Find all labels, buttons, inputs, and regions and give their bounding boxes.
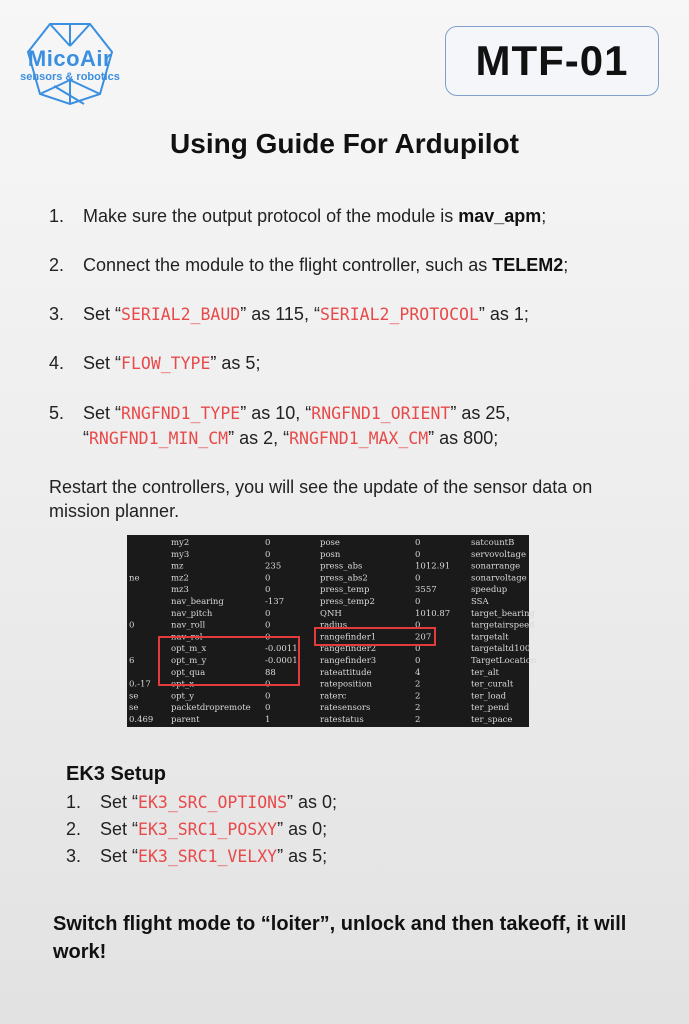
- table-cell: nav_roll: [171, 620, 206, 631]
- step-text: ” as 1;: [478, 304, 529, 324]
- table-cell: targetairspeed: [471, 620, 535, 631]
- step-text: Set “: [83, 353, 122, 373]
- ek3-number: 3.: [66, 846, 82, 866]
- table-cell: sonarvoltage: [471, 573, 527, 584]
- brand-logo: [14, 22, 126, 106]
- table-cell: mz3: [171, 585, 189, 596]
- table-cell: 0: [265, 703, 271, 714]
- table-cell: nav_bearing: [171, 597, 224, 607]
- ek3-item: [66, 789, 337, 816]
- table-cell: packetdropremote: [171, 703, 251, 714]
- param-name: EK3_SRC1_VELXY: [138, 847, 278, 866]
- step-item: [49, 203, 546, 230]
- param-name: RNGFND1_TYPE: [121, 404, 241, 423]
- step-text: ” as 10, “: [240, 403, 312, 423]
- table-cell: 235: [265, 561, 282, 572]
- step-text: Set “: [83, 403, 122, 423]
- table-cell: rangefinder2: [320, 644, 377, 655]
- table-cell: ratesensors: [320, 703, 371, 714]
- step-text: Make sure the output protocol of the module is: [83, 206, 459, 226]
- table-cell: speedup: [471, 585, 508, 596]
- ek3-number: 1.: [66, 792, 82, 812]
- table-cell: 0: [265, 679, 271, 690]
- table-cell: 0.-17: [129, 679, 151, 690]
- table-cell: opt_qua: [171, 667, 206, 678]
- step-text: ” as 5;: [210, 353, 261, 373]
- table-cell: 4: [415, 667, 421, 678]
- table-cell: opt_x: [171, 679, 195, 690]
- table-cell: 0: [129, 620, 135, 631]
- model-badge: MTF-01: [445, 26, 659, 96]
- ek3-text: Set “: [100, 819, 139, 839]
- table-cell: press_temp2: [320, 597, 375, 607]
- table-cell: ratestatus: [320, 715, 364, 725]
- table-cell: 0: [265, 632, 271, 643]
- table-cell: opt_y: [171, 691, 195, 702]
- step-item: [49, 252, 568, 279]
- table-cell: -0.0001: [265, 656, 298, 666]
- step-item: [49, 350, 260, 377]
- table-cell: target_bearing: [471, 608, 535, 619]
- step-text: ” as 800;: [428, 428, 499, 448]
- step-text: ” as 2, “: [228, 428, 290, 448]
- table-cell: parent: [171, 715, 200, 725]
- table-cell: TargetLocation: [471, 656, 537, 666]
- step-number: 4.: [49, 353, 65, 373]
- ek3-number: 2.: [66, 819, 82, 839]
- param-name: RNGFND1_ORIENT: [311, 404, 451, 423]
- table-cell: sonarrange: [471, 561, 521, 572]
- page-title: Using Guide For Ardupilot: [170, 128, 519, 159]
- mission-planner-screenshot: [127, 535, 537, 727]
- table-cell: nav_pitch: [171, 608, 213, 619]
- table-cell: 1: [265, 715, 271, 725]
- table-cell: 0: [265, 585, 271, 596]
- table-cell: 2: [415, 679, 421, 690]
- brand-name: MicoAir: [27, 46, 113, 71]
- ek3-item: [66, 843, 327, 870]
- table-cell: 88: [265, 667, 276, 678]
- table-cell: posn: [320, 549, 341, 560]
- table-cell: 0: [415, 573, 421, 584]
- step-item: [49, 301, 529, 328]
- table-cell: ter_pend: [471, 703, 510, 714]
- step-number: 5.: [49, 403, 65, 423]
- table-cell: rateposition: [320, 679, 372, 690]
- table-cell: servovoltage: [471, 549, 526, 560]
- ek3-text: ” as 0;: [277, 819, 328, 839]
- table-cell: press_temp: [320, 585, 370, 596]
- table-cell: rangefinder3: [320, 656, 377, 666]
- table-cell: se: [129, 703, 139, 714]
- table-cell: se: [129, 691, 139, 702]
- table-cell: QNH: [320, 608, 342, 619]
- param-name: EK3_SRC1_POSXY: [138, 820, 278, 839]
- table-cell: targetalt: [471, 632, 509, 643]
- table-cell: 0: [265, 620, 271, 631]
- table-cell: 1012.91: [415, 561, 451, 572]
- table-cell: 3557: [415, 585, 437, 596]
- table-cell: 2: [415, 691, 421, 702]
- param-name: RNGFND1_MIN_CM: [89, 429, 229, 448]
- step-text: Set “: [83, 304, 122, 324]
- table-cell: ter_load: [471, 691, 507, 702]
- table-cell: 0: [265, 691, 271, 702]
- table-cell: satcountB: [471, 538, 515, 548]
- step-item: [49, 400, 510, 427]
- table-cell: 0: [415, 549, 421, 560]
- ek3-title: EK3 Setup: [66, 763, 167, 785]
- table-cell: ter_curalt: [471, 679, 514, 690]
- param-name: FLOW_TYPE: [121, 354, 211, 373]
- ek3-text: Set “: [100, 792, 139, 812]
- table-cell: mz: [171, 561, 184, 572]
- table-cell: rateattitude: [320, 667, 372, 678]
- ek3-item: [66, 816, 327, 843]
- table-cell: press_abs2: [320, 573, 368, 584]
- table-cell: my3: [171, 549, 190, 560]
- step-number: 3.: [49, 304, 65, 324]
- ek3-text: ” as 5;: [277, 846, 328, 866]
- table-cell: 0: [415, 538, 421, 548]
- table-cell: ne: [129, 573, 140, 584]
- table-cell: 2: [415, 703, 421, 714]
- table-cell: 0: [415, 597, 421, 607]
- table-cell: rangefinder1: [320, 632, 377, 643]
- table-cell: 0: [265, 608, 271, 619]
- table-cell: -137: [265, 597, 285, 607]
- param-name: SERIAL2_BAUD: [121, 305, 241, 324]
- step-text: “: [83, 428, 89, 448]
- step-item: [83, 425, 498, 452]
- step-text: ;: [541, 206, 547, 226]
- table-cell: 2: [415, 715, 421, 725]
- emphasis-text: mav_apm: [458, 206, 542, 226]
- table-cell: opt_m_y: [171, 656, 207, 666]
- table-cell: 0: [265, 549, 271, 560]
- table-cell: nav_rol: [171, 632, 203, 643]
- step-number: 1.: [49, 206, 65, 226]
- table-cell: 1010.87: [415, 608, 451, 619]
- step-text: Connect the module to the flight controller, such as: [83, 255, 493, 275]
- table-cell: 6: [129, 656, 135, 666]
- step-text: ” as 115, “: [240, 304, 320, 324]
- table-cell: raterc: [320, 691, 347, 702]
- table-cell: my2: [171, 538, 190, 548]
- table-cell: 0: [265, 538, 271, 548]
- table-cell: pose: [320, 538, 340, 548]
- table-cell: mz2: [171, 573, 189, 584]
- table-cell: ter_space: [471, 715, 513, 725]
- table-cell: ter_alt: [471, 667, 499, 678]
- step-text: ;: [563, 255, 569, 275]
- step-text: ” as 25,: [450, 403, 511, 423]
- ek3-text: ” as 0;: [287, 792, 338, 812]
- table-cell: -0.0011: [265, 644, 298, 655]
- table-cell: 0.469: [129, 715, 154, 725]
- param-name: RNGFND1_MAX_CM: [289, 429, 429, 448]
- restart-text: Restart the controllers, you will see the update of the sensor data on mission planner.: [49, 477, 593, 521]
- table-cell: 207: [415, 632, 432, 643]
- brand-tagline: sensors & robotics: [20, 71, 120, 83]
- table-cell: 0: [265, 573, 271, 584]
- param-name: SERIAL2_PROTOCOL: [319, 305, 479, 324]
- emphasis-text: TELEM2: [492, 255, 564, 275]
- param-name: EK3_SRC_OPTIONS: [138, 793, 288, 812]
- final-instruction: Switch flight mode to “loiter”, unlock and then takeoff, it will work!: [53, 913, 627, 963]
- table-cell: 0: [415, 656, 421, 666]
- step-number: 2.: [49, 255, 65, 275]
- table-cell: press_abs: [320, 561, 363, 572]
- table-cell: 0: [415, 644, 421, 655]
- table-cell: opt_m_x: [171, 644, 207, 655]
- table-cell: radius: [320, 620, 348, 631]
- table-cell: 0: [415, 620, 421, 631]
- table-cell: targetaltd100: [471, 644, 531, 655]
- table-cell: SSA: [471, 597, 489, 607]
- ek3-text: Set “: [100, 846, 139, 866]
